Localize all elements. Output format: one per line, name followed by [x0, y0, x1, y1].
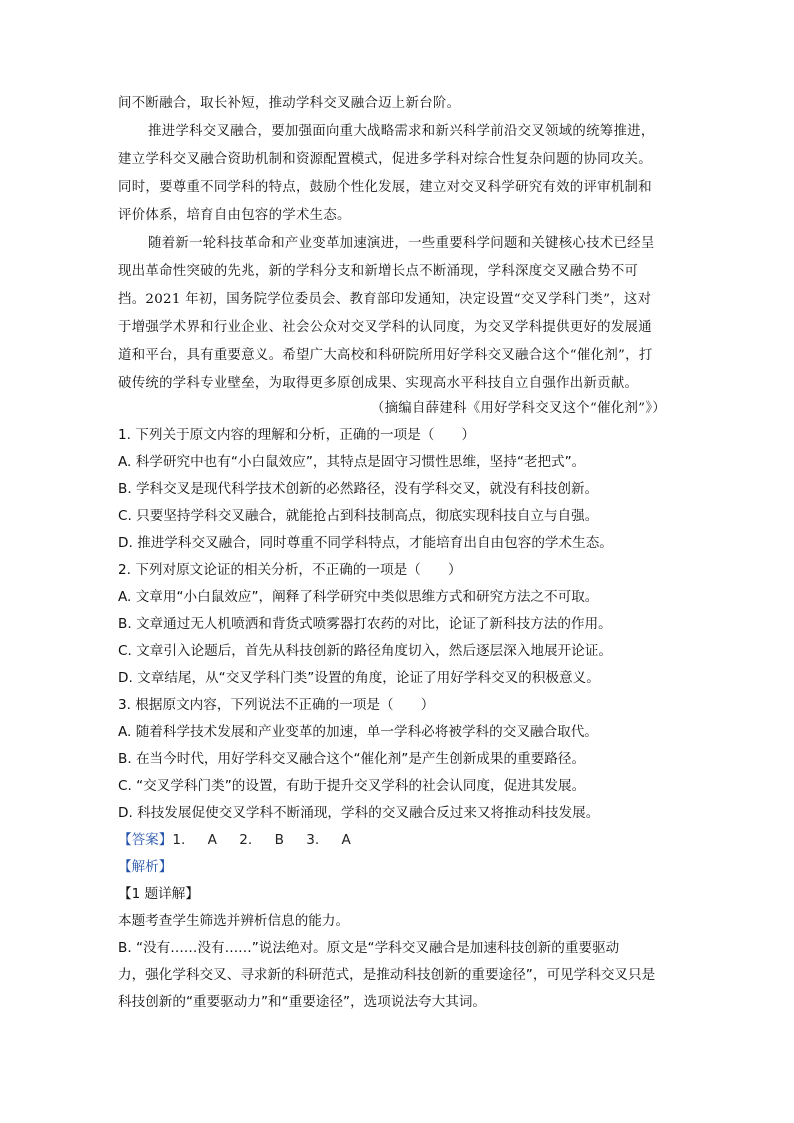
passage-line: 道和平台，具有重要意义。希望广大高校和科研院所用好学科交叉融合这个“催化剂”，打 [118, 348, 653, 363]
analysis-line: 科技创新的“重要驱动力”和“重要途径”，选项说法夸大其词。 [118, 994, 487, 1010]
question-option: A. 随着科学技术发展和产业变革的加速，单一学科必将被学科的交叉融合取代。 [118, 724, 598, 740]
question-option: D. 文章结尾，从“交叉学科门类”设置的角度，论证了用好学科交叉的积极意义。 [118, 670, 600, 686]
passage-line: 于增强学术界和行业企业、社会公众对交叉学科的认同度，为交叉学科提供更好的发展通 [118, 320, 652, 335]
question-option: C. 只要坚持学科交叉融合，就能抢占到科技制高点，彻底实现科技自立与自强。 [118, 508, 599, 524]
question-option: A. 文章用“小白鼠效应”，阐释了科学研究中类似思维方式和研究方法之不可取。 [118, 589, 599, 605]
question-option: A. 科学研究中也有“小白鼠效应”，其特点是固守习惯性思维，坚持“老把式”。 [118, 454, 586, 470]
analysis-line: B. “没有……没有……”说法绝对。原文是“学科交叉融合是加速科技创新的重要驱动 [118, 940, 620, 956]
passage-line: 随着新一轮科技革命和产业变革加速演进，一些重要科学问题和关键核心技术已经呈 [148, 236, 655, 251]
question-option: B. 文章通过无人机喷洒和背货式喷雾器打农药的对比，论证了新科技方法的作用。 [118, 616, 612, 632]
question-stem: 2. 下列对原文论证的相关分析，不正确的一项是（ ） [118, 562, 462, 578]
analysis-tag: 【解析】 [118, 859, 173, 875]
passage-line: 挡。2021 年初，国务院学位委员会、教育部印发通知，决定设置“交叉学科门类”，这对 [118, 292, 652, 307]
passage-line: 现出革命性突破的先兆，新的学科分支和新增长点不断涌现，学科深度交叉融合势不可 [118, 264, 639, 279]
passage-source: （摘编自薛建科《用好学科交叉这个“催化剂”》） [370, 401, 666, 416]
question-option: D. 推进学科交叉融合，同时尊重不同学科特点，才能培育出自由包容的学术生态。 [118, 535, 613, 551]
answer-items: 1. A 2. B 3. A [172, 832, 351, 848]
passage-line: 间不断融合，取长补短，推动学科交叉融合迈上新台阶。 [118, 96, 461, 111]
question-option: B. 学科交叉是现代科学技术创新的必然路径，没有学科交叉，就没有科技创新。 [118, 481, 599, 497]
passage-line: 破传统的学科专业壁垒，为取得更多原创成果、实现高水平科技自立自强作出新贡献。 [118, 376, 639, 391]
question-option: C. “交叉学科门类”的设置，有助于提升交叉学科的社会认同度，促进其发展。 [118, 778, 586, 794]
analysis-subtag: 【1 题详解】 [118, 886, 199, 902]
question-option: B. 在当今时代，用好学科交叉融合这个“催化剂”是产生创新成果的重要路径。 [118, 751, 586, 767]
analysis-line: 本题考查学生筛选并辨析信息的能力。 [118, 913, 350, 929]
answer-tag: 【答案】 [118, 832, 173, 848]
question-stem: 1. 下列关于原文内容的理解和分析，正确的一项是（ ） [118, 427, 476, 443]
answer-line [118, 830, 351, 850]
passage-line: 推进学科交叉融合，要加强面向重大战略需求和新兴科学前沿交叉领域的统筹推进， [148, 124, 655, 139]
passage-line: 评价体系，培育自由包容的学术生态。 [118, 208, 351, 223]
question-stem: 3. 根据原文内容，下列说法不正确的一项是（ ） [118, 697, 435, 713]
question-option: C. 文章引入论题后，首先从科技创新的路径角度切入，然后逐层深入地展开论证。 [118, 643, 612, 659]
passage-line: 同时，要尊重不同学科的特点，鼓励个性化发展，建立对交叉科学研究有效的评审机制和 [118, 180, 652, 195]
analysis-line: 力，强化学科交叉、寻求新的科研范式，是推动科技创新的重要途径”，可见学科交叉只是 [118, 967, 656, 983]
passage-line: 建立学科交叉融合资助机制和资源配置模式，促进多学科对综合性复杂问题的协同攻关。 [118, 152, 652, 167]
question-option: D. 科技发展促使交叉学科不断涌现，学科的交叉融合反过来又将推动科技发展。 [118, 805, 600, 821]
